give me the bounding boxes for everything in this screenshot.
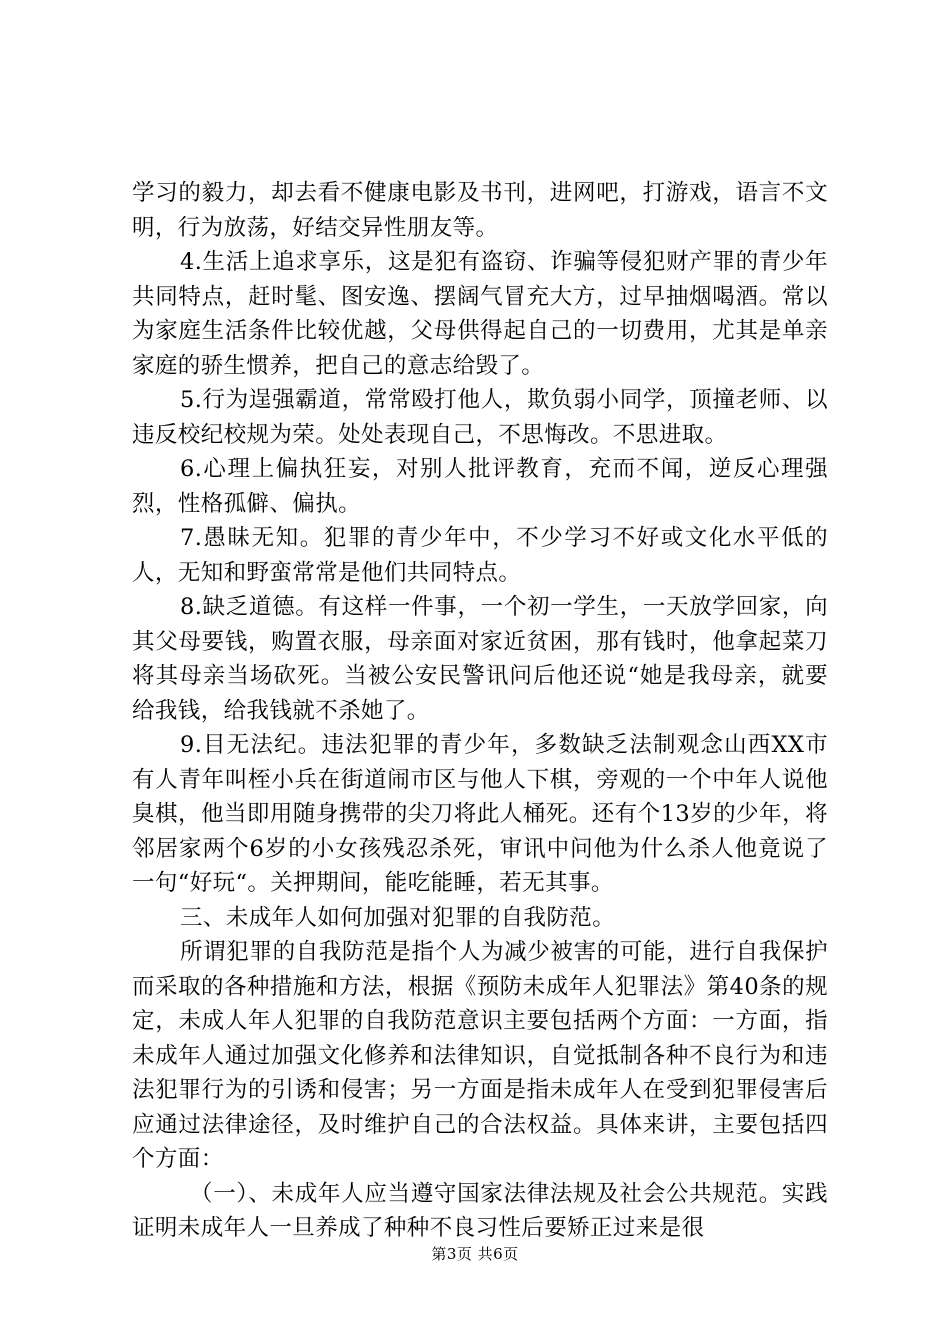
document-body <box>132 176 828 1246</box>
paragraph-item-9: 9.目无法纪。违法犯罪的青少年，多数缺乏法制观念山西XX市有人青年叫桎小兵在街道闹市区与他人下棋，旁观的一个中年人说他臭棋，他当即用随身携带的尖刀将此人桶死。还有个13岁的少年，将邻居家两个6岁的小女孩残忍杀死，审讯中问他为什么杀人他竟说了一句“好玩“。关押期间，能吃能睡，若无其事。 <box>132 732 828 896</box>
section-heading-3: 三、未成年人如何加强对犯罪的自我防范。 <box>180 904 616 931</box>
page-number-footer: 第3页 共6页 <box>431 1245 519 1263</box>
paragraph-item-5: 5.行为逞强霸道，常常殴打他人，欺负弱小同学，顶撞老师、以违反校纪校规为荣。处处表现自己，不思悔改。不思进取。 <box>132 387 828 448</box>
paragraph-self-defense: 所谓犯罪的自我防范是指个人为减少被害的可能，进行自我保护而采取的各种措施和方法，根据《预防未成年人犯罪法》第40条的规定，未成人年人犯罪的自我防范意识主要包括两个方面：一方面，指未成年人通过加强文化修养和法律知识，自觉抵制各种不良行为和违法犯罪行为的引诱和侵害；另一方面是指未成年人在受到犯罪侵害后应通过法律途径，及时维护自己的合法权益。具体来讲，主要包括四个方面： <box>132 939 828 1172</box>
paragraph-item-4: 4.生活上追求享乐，这是犯有盗窃、诈骗等侵犯财产罪的青少年共同特点，赶时髦、图安逸、摆阔气冒充大方，过早抽烟喝酒。常以为家庭生活条件比较优越，父母供得起自己的一切费用，尤其是单亲家庭的骄生惯养，把自己的意志给毁了。 <box>132 249 828 379</box>
paragraph-subsection-1: （一）、未成年人应当遵守国家法律法规及社会公共规范。实践证明未成年人一旦养成了种种不良习性后要矫正过来是很 <box>132 1180 828 1241</box>
paragraph-item-6: 6.心理上偏执狂妄，对别人批评教育，充而不闻，逆反心理强烈，性格孤僻、偏执。 <box>132 456 828 517</box>
paragraph-item-7: 7.愚昧无知。犯罪的青少年中，不少学习不好或文化水平低的人，无知和野蛮常常是他们共同特点。 <box>132 525 828 586</box>
paragraph-item-8: 8.缺乏道德。有这样一件事，一个初一学生，一天放学回家，向其父母要钱，购置衣服，母亲面对家近贫困，那有钱时，他拿起菜刀将其母亲当场砍死。当被公安民警讯问后他还说“她是我母亲，就要给我钱，给我钱就不杀她了。 <box>132 594 828 724</box>
paragraph-continuation: 学习的毅力，却去看不健康电影及书刊，进网吧，打游戏，语言不文明，行为放荡，好结交异性朋友等。 <box>132 180 828 241</box>
